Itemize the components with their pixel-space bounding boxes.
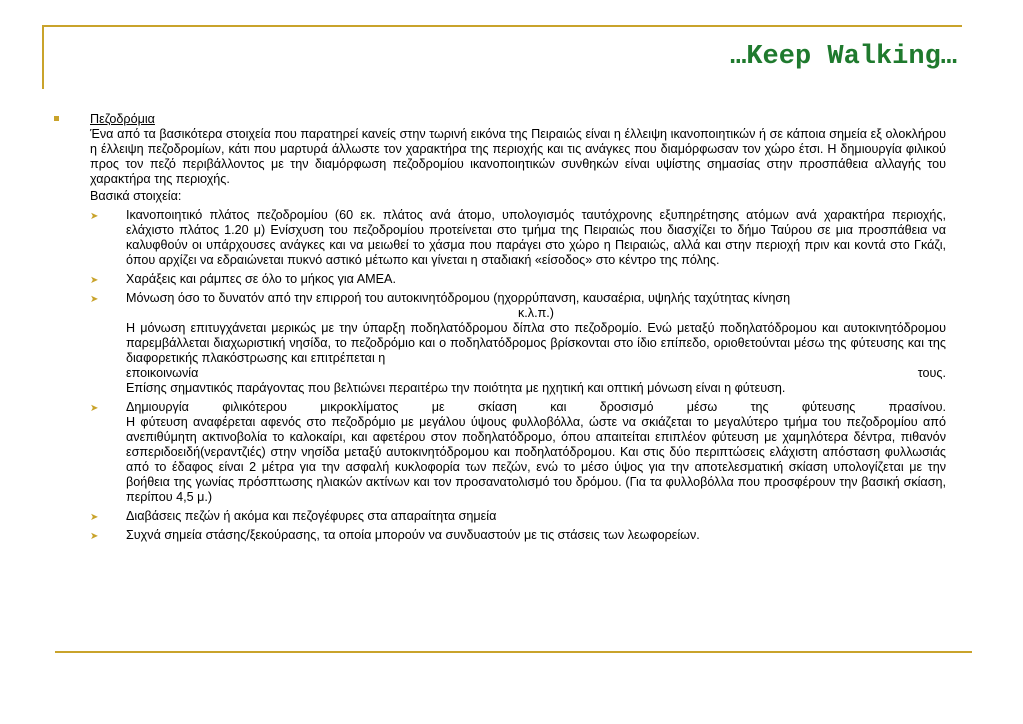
arrow-bullet-icon: ➤ xyxy=(90,294,99,305)
elements-label: Βασικά στοιχεία: xyxy=(90,189,182,203)
item-text: Συχνά σημεία στάσης/ξεκούρασης, τα οποία μπορούν να συνδυαστούν με τις στάσεις των λεωφορείων. xyxy=(126,528,700,542)
left-rule xyxy=(42,25,44,89)
arrow-bullet-icon: ➤ xyxy=(90,211,99,222)
list-item xyxy=(54,272,946,287)
arrow-bullet-icon: ➤ xyxy=(90,403,99,414)
item-text-row xyxy=(126,366,946,381)
arrow-bullet-icon: ➤ xyxy=(90,531,99,542)
item-text: Διαβάσεις πεζών ή ακόμα και πεζογέφυρες στα απαραίτητα σημεία xyxy=(126,509,497,523)
bullet-item-sidewalks xyxy=(54,112,946,204)
arrow-bullet-icon: ➤ xyxy=(90,512,99,523)
slide-body xyxy=(54,112,946,543)
item-text: τους. xyxy=(917,366,946,380)
item-text: Δημιουργία φιλικότερου μικροκλίματος με σκίαση και δροσισμό μέσω της φύτευσης πρασίνου. xyxy=(126,400,946,414)
item-text: Ικανοποιητικό πλάτος πεζοδρομίου (60 εκ. πλάτος ανά άτομο, υπολογισμός ταυτόχρονης εξυπηρέτησης ατόμων ανά χαρακτήρα περιοχής, ελάχιστο πλάτος 1.20 μ) Ενίσχυση του πεζοδρομίου προτείνεται στο τμήμα της Πειραιώς που διασχίζει το δήμο Ταύρου σε μια προσπάθεια να καλυφθούν οι υπάρχουσες ανάγκες και να μειωθεί το χάσμα που παράγει στο χώρο η Πειραιώς, αλλά και στην περιοχή πριν και κοντά στο Γκάζι, όπου αρχίζει να εδραιώνεται πυκνό αστικό μέτωπο και γίνεται η σταδιακή «είσοδος» στο κέντρο της πόλης. xyxy=(126,208,946,267)
item-text: Η φύτευση αναφέρεται αφενός στο πεζοδρόμιο με μεγάλου ύψους φυλλοβόλλα, ώστε να σκιάζεται το μεγαλύτερο τμήμα του πεζοδρομίου από ανεπιθύμητη ακτινοβολία το καλοκαίρι, και αφετέρου στον ποδηλατόδρομο, όπου απαιτείται επιπλέον φύτευση με χαμηλότερα δέντρα, πιθανόν εσπεριδοειδή(νεραντζιές) στην νησίδα μεταξύ αυτοκινητόδρομου και ποδηλατόδρομου. Και στις δύο περιπτώσεις ελάχιστη απόσταση φυλλωσιάς από το έδαφος είναι 2 μέτρα για την ασφαλή κυκλοφορία των πεζών, ενώ το μέσο ύψος για την αποτελεσματική σκίαση υπολογίζεται με την βοήθεια της γωνίας πρόσπτωσης ηλιακών ακτίνων και τον προσανατολισμό του δρόμου. (Για τα φυλλοβόλλα που προσφέρουν την βασική σκίαση, περίπου 4,5 μ.) xyxy=(126,415,946,504)
list-item xyxy=(54,528,946,543)
square-bullet-icon xyxy=(54,116,59,121)
item-text: κ.λ.π.) xyxy=(518,306,554,320)
item-text: εποικοινωνία xyxy=(126,366,199,380)
item-text: Μόνωση όσο το δυνατόν από την επιρροή του αυτοκινητόδρομου (ηχορρύπανση, καυσαέρια, υψηλής ταχύτητας κίνηση xyxy=(126,291,791,305)
item-text: Η μόνωση επιτυγχάνεται μερικώς με την ύπαρξη ποδηλατόδρομου δίπλα στο πεζοδρομίο. Ενώ μεταξύ ποδηλατόδρομου και αυτοκινητόδρομου παρεμβάλλεται διαχωριστική νησίδα, το πεζοδρόμιο και ο ποδηλατόδρομος βρίσκονται στο ίδιο επίπεδο, οριοθετούνται μέσω της φύτευσης και της διαφορετικής πλακόστρωσης και επιτρέπεται η xyxy=(126,321,946,365)
arrow-bullet-icon: ➤ xyxy=(90,275,99,286)
sub-bullet-list xyxy=(54,208,946,543)
list-item xyxy=(54,400,946,505)
item-text: Χαράξεις και ράμπες σε όλο το μήκος για ΑΜΕΑ. xyxy=(126,272,396,286)
list-item xyxy=(54,291,946,396)
bottom-rule xyxy=(55,651,972,653)
top-rule xyxy=(42,25,962,27)
section-intro: Ένα από τα βασικότερα στοιχεία που παρατηρεί κανείς στην τωρινή εικόνα της Πειραιώς είναι η έλλειψη ικανοποιητικών ή σε κάποια σημεία εξ ολοκλήρου η έλλειψη πεζοδρομίων, κάτι που μαρτυρά άλλωστε τον χαρακτήρα της περιοχής και τις ανάγκες που διαμόρφωσαν τον χώρο έτσι. Η δημιουργία φιλικού προς τον πεζό περιβάλλοντος με την διαμόρφωση πεζοδρομίου ικανοποιητικών συνθηκών είναι υψίστης σημασίας στην προσπάθεια αλλαγής του χαρακτήρα της περιοχής. xyxy=(90,127,946,186)
section-heading: Πεζοδρόμια xyxy=(90,112,155,126)
slide-title: …Keep Walking… xyxy=(730,42,957,72)
list-item xyxy=(54,208,946,268)
list-item xyxy=(54,509,946,524)
item-text: Επίσης σημαντικός παράγοντας που βελτιώνει περαιτέρω την ποιότητα με ηχητική και οπτική μόνωση είναι η φύτευση. xyxy=(126,381,786,395)
